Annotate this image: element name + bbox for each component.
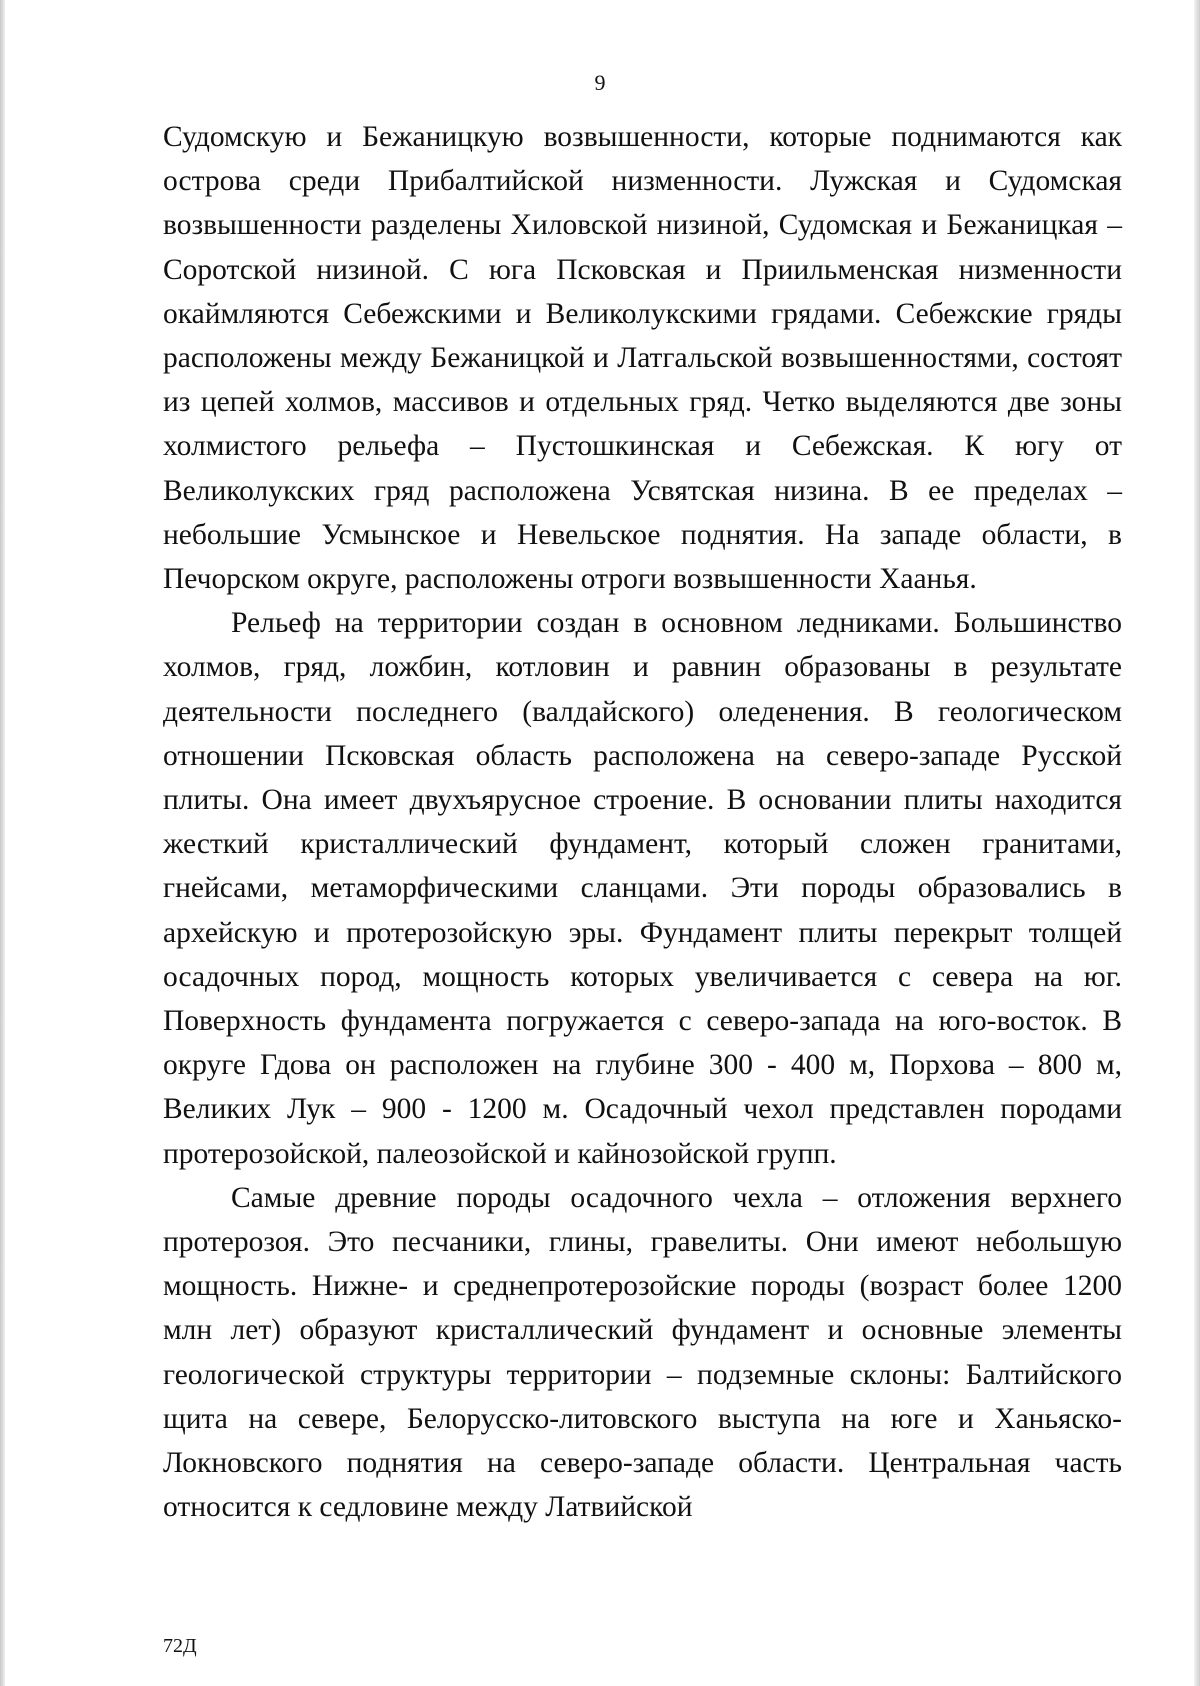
page-number: 9 <box>594 70 606 95</box>
paragraph-2: Рельеф на территории создан в основном ледниками. Большинство холмов, гряд, ложбин, котловин и равнин образованы в результате деятельности последнего (валдайского) оледенения. В геологическом отношении Псковская область расположена на северо-западе Русской плиты. Она имеет двухъярусное строение. В основании плиты находится жесткий кристаллический фундамент, который сложен гранитами, гнейсами, метаморфическими сланцами. Эти породы образовались в архейскую и протерозойскую эры. Фундамент плиты перекрыт толщей осадочных пород, мощность которых увеличивается с севера на юг. Поверхность фундамента погружается с северо-запада на юго-восток. В округе Гдова он расположен на глубине 300 - 400 м, Порхова – 800 м, Великих Лук – 900 - 1200 м. Осадочный чехол представлен породами протерозойской, палеозойской и кайнозойской групп. <box>163 607 1122 1170</box>
paragraph-1: Судомскую и Бежаницкую возвышенности, которые поднимаются как острова среди Прибалтийской низменности. Лужская и Судомская возвышенности разделены Хиловской низиной, Судомская и Бежаницкая – Соротской низиной. С юга Псковская и Приильменская низменности окаймляются Себежскими и Великолукскими грядами. Себежские гряды расположены между Бежаницкой и Латгальской возвышенностями, состоят из цепей холмов, массивов и отдельных гряд. Четко выделяются две зоны холмистого рельефа – Пустошкинская и Себежская. К югу от Великолукских гряд расположена Усвятская низина. В ее пределах – небольшие Усмынское и Невельское поднятия. На западе области, в Печорском округе, расположены отроги возвышенности Хаанья. <box>163 121 1122 596</box>
scan-edge-right <box>1194 0 1200 1686</box>
footer-code: 72Д <box>163 1635 197 1657</box>
body-text <box>163 115 1122 1530</box>
scan-edge-left <box>0 0 5 1686</box>
paragraph-3: Самые древние породы осадочного чехла – отложения верхнего протерозоя. Это песчаники, глины, гравелиты. Они имеют небольшую мощность. Нижне- и среднепротерозойские породы (возраст более 1200 млн лет) образуют кристаллический фундамент и основные элементы геологической структуры территории – подземные склоны: Балтийского щита на севере, Белорусско-литовского выступа на юге и Ханьяско-Локновского поднятия на северо-западе области. Центральная часть относится к седловине между Латвийской <box>163 1181 1122 1524</box>
